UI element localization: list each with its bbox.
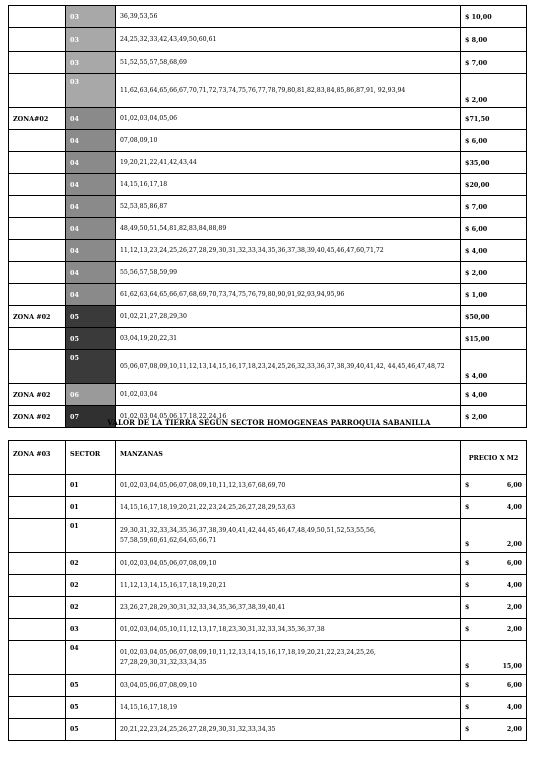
header-precio: PRECIO X M2	[461, 441, 527, 475]
sector-cell: 04	[66, 174, 116, 196]
sector-cell: 04	[66, 218, 116, 240]
zona-cell: ZONA#02	[9, 108, 66, 130]
sector-cell: 05	[66, 306, 116, 328]
currency-symbol: $	[465, 725, 470, 733]
price-value: 4,00	[506, 581, 522, 589]
sector-cell: 06	[66, 384, 116, 406]
precio-cell: $71,50	[461, 108, 527, 130]
currency-symbol: $	[465, 541, 470, 548]
sector-cell: 04	[66, 152, 116, 174]
sector-cell: 04	[66, 641, 116, 675]
sector-cell: 04	[66, 284, 116, 306]
sector-cell: 02	[66, 597, 116, 619]
sector-cell: 01	[66, 475, 116, 497]
precio-cell	[461, 697, 527, 719]
table-row	[9, 597, 527, 619]
precio-cell: $50,00	[461, 306, 527, 328]
section-caption: VALOR DE LA TIERRA SEGÚN SECTOR HOMOGENEAS PARROQUIA SABANILLA	[107, 418, 431, 427]
table-row	[9, 619, 527, 641]
price-value: 6,00	[506, 681, 522, 689]
table-row	[9, 218, 527, 240]
currency-symbol: $	[465, 581, 470, 589]
precio-cell	[461, 675, 527, 697]
table-row	[9, 350, 527, 384]
table-row	[9, 328, 527, 350]
manzanas-cell: 05,06,07,08,09,10,11,12,13,14,15,16,17,18,23,24,25,26,32,33,36,37,38,39,40,41,42, 44,45,46,47,48,72	[116, 350, 461, 384]
zona-cell	[9, 619, 66, 641]
precio-cell	[461, 475, 527, 497]
table-row	[9, 108, 527, 130]
sector-cell: 03	[66, 619, 116, 641]
manzanas-cell: 19,20,21,22,41,42,43,44	[116, 152, 461, 174]
precio-cell: $ 8,00	[461, 28, 527, 52]
currency-symbol: $	[465, 663, 470, 670]
precio-cell: $ 1,00	[461, 284, 527, 306]
zona-cell	[9, 196, 66, 218]
manzanas-cell: 55,56,57,58,59,99	[116, 262, 461, 284]
precio-cell	[461, 597, 527, 619]
header-zona: ZONA #03	[9, 441, 66, 475]
land-value-table-zona-02	[8, 5, 527, 428]
manzanas-cell: 01,02,03,04,05,06	[116, 108, 461, 130]
precio-cell: $35,00	[461, 152, 527, 174]
table-row	[9, 152, 527, 174]
precio-cell	[461, 575, 527, 597]
precio-cell: $ 6,00	[461, 130, 527, 152]
precio-cell	[461, 641, 527, 675]
zona-cell	[9, 719, 66, 741]
precio-cell: $ 10,00	[461, 6, 527, 28]
manzanas-cell: 01,02,21,27,28,29,30	[116, 306, 461, 328]
manzanas-cell: 61,62,63,64,65,66,67,68,69,70,73,74,75,76,79,80,90,91,92,93,94,95,96	[116, 284, 461, 306]
price-value: 4,00	[506, 703, 522, 711]
price-value: 2,00	[506, 603, 522, 611]
manzanas-cell: 01,02,03,04,05,06,07,08,09,10	[116, 553, 461, 575]
precio-cell: $ 2,00	[461, 406, 527, 428]
zona-cell	[9, 52, 66, 74]
manzanas-cell: 03,04,19,20,22,31	[116, 328, 461, 350]
table-row	[9, 306, 527, 328]
zona-cell	[9, 74, 66, 108]
manzanas-cell: 36,39,53,56	[116, 6, 461, 28]
land-value-table-zona-03	[8, 440, 527, 741]
sector-cell: 05	[66, 350, 116, 384]
table-row	[9, 641, 527, 675]
precio-cell	[461, 719, 527, 741]
sector-cell: 03	[66, 52, 116, 74]
precio-cell: $20,00	[461, 174, 527, 196]
manzanas-cell: 01,02,03,04	[116, 384, 461, 406]
precio-cell	[461, 619, 527, 641]
manzanas-cell: 24,25,32,33,42,43,49,50,60,61	[116, 28, 461, 52]
zona-cell	[9, 697, 66, 719]
sector-cell: 04	[66, 240, 116, 262]
currency-symbol: $	[465, 625, 470, 633]
zona-cell	[9, 130, 66, 152]
price-value: 2,00	[506, 541, 522, 548]
price-value: 2,00	[506, 625, 522, 633]
sector-cell: 07	[66, 406, 116, 428]
manzanas-cell: 14,15,16,17,18,19	[116, 697, 461, 719]
manzanas-cell: 07,08,09,10	[116, 130, 461, 152]
table-row	[9, 553, 527, 575]
manzanas-cell: 01,02,03,04,05,06,17,18,22,24,16	[116, 406, 461, 428]
zona-cell	[9, 218, 66, 240]
sector-cell: 03	[66, 6, 116, 28]
zona-cell	[9, 553, 66, 575]
manzanas-cell: 52,53,85,86,87	[116, 196, 461, 218]
table-row	[9, 6, 527, 28]
table-header-row	[9, 441, 527, 475]
zona-cell	[9, 262, 66, 284]
manzanas-cell: 20,21,22,23,24,25,26,27,28,29,30,31,32,33,34,35	[116, 719, 461, 741]
zona-cell	[9, 497, 66, 519]
table-row	[9, 575, 527, 597]
table-row	[9, 719, 527, 741]
header-manzanas: MANZANAS	[116, 441, 461, 475]
sector-cell: 05	[66, 328, 116, 350]
zona-cell	[9, 641, 66, 675]
price-value: 2,00	[506, 725, 522, 733]
manzanas-cell: 01,02,03,04,05,10,11,12,13,17,18,23,30,31,32,33,34,35,36,37,38	[116, 619, 461, 641]
manzanas-cell: 14,15,16,17,18,19,20,21,22,23,24,25,26,27,28,29,53,63	[116, 497, 461, 519]
table-row	[9, 174, 527, 196]
precio-cell: $ 6,00	[461, 218, 527, 240]
zona-cell	[9, 328, 66, 350]
sector-cell: 02	[66, 575, 116, 597]
manzanas-cell: 14,15,16,17,18	[116, 174, 461, 196]
precio-cell	[461, 553, 527, 575]
precio-cell: $ 7,00	[461, 52, 527, 74]
precio-cell	[461, 519, 527, 553]
precio-cell: $ 4,00	[461, 240, 527, 262]
manzanas-cell: 01,02,03,04,05,06,07,08,09,10,11,12,13,14,15,16,17,18,19,20,21,22,23,24,25,26, 27,28,29,30,31,32,33,34,35	[116, 641, 461, 675]
manzanas-cell: 11,12,13,14,15,16,17,18,19,20,21	[116, 575, 461, 597]
sector-cell: 04	[66, 108, 116, 130]
currency-symbol: $	[465, 603, 470, 611]
zona-cell	[9, 597, 66, 619]
price-value: 6,00	[506, 481, 522, 489]
table-row	[9, 284, 527, 306]
zona-cell	[9, 350, 66, 384]
zona-cell	[9, 240, 66, 262]
manzanas-cell: 11,12,13,23,24,25,26,27,28,29,30,31,32,33,34,35,36,37,38,39,40,45,46,47,60,71,72	[116, 240, 461, 262]
manzanas-cell: 23,26,27,28,29,30,31,32,33,34,35,36,37,38,39,40,41	[116, 597, 461, 619]
currency-symbol: $	[465, 481, 470, 489]
zona-cell: ZONA #02	[9, 384, 66, 406]
zona-cell	[9, 152, 66, 174]
zona-cell: ZONA #02	[9, 306, 66, 328]
table-row	[9, 240, 527, 262]
zona-cell	[9, 519, 66, 553]
sector-cell: 01	[66, 497, 116, 519]
sector-cell: 03	[66, 74, 116, 108]
zona-cell	[9, 174, 66, 196]
precio-cell: $ 4,00	[461, 350, 527, 384]
zona-cell	[9, 284, 66, 306]
manzanas-cell: 29,30,31,32,33,34,35,36,37,38,39,40,41,42,44,45,46,47,48,49,50,51,52,53,55,56, 57,58,59,60,61,62,64,65,66,71	[116, 519, 461, 553]
table-row	[9, 497, 527, 519]
zona-cell	[9, 675, 66, 697]
sector-cell: 01	[66, 519, 116, 553]
table-row	[9, 519, 527, 553]
table-row	[9, 262, 527, 284]
table-row	[9, 697, 527, 719]
sector-cell: 04	[66, 130, 116, 152]
table-row	[9, 384, 527, 406]
price-value: 15,00	[502, 663, 522, 670]
precio-cell: $ 4,00	[461, 384, 527, 406]
sector-cell: 05	[66, 697, 116, 719]
table-row	[9, 196, 527, 218]
currency-symbol: $	[465, 703, 470, 711]
precio-cell: $15,00	[461, 328, 527, 350]
sector-cell: 05	[66, 719, 116, 741]
sector-cell: 02	[66, 553, 116, 575]
currency-symbol: $	[465, 503, 470, 511]
table-row	[9, 675, 527, 697]
zona-cell	[9, 475, 66, 497]
currency-symbol: $	[465, 559, 470, 567]
manzanas-cell: 11,62,63,64,65,66,67,70,71,72,73,74,75,76,77,78,79,80,81,82,83,84,85,86,87,91, 92,93,94	[116, 74, 461, 108]
manzanas-cell: 01,02,03,04,05,06,07,08,09,10,11,12,13,67,68,69,70	[116, 475, 461, 497]
table-row	[9, 74, 527, 108]
manzanas-cell: 51,52,55,57,58,68,69	[116, 52, 461, 74]
table-row	[9, 28, 527, 52]
table-row	[9, 52, 527, 74]
precio-cell: $ 2,00	[461, 74, 527, 108]
manzanas-cell: 03,04,05,06,07,08,09,10	[116, 675, 461, 697]
price-value: 6,00	[506, 559, 522, 567]
zona-cell: ZONA #02	[9, 406, 66, 428]
zona-cell	[9, 6, 66, 28]
sector-cell: 03	[66, 28, 116, 52]
zona-cell	[9, 28, 66, 52]
sector-cell: 04	[66, 196, 116, 218]
zona-cell	[9, 575, 66, 597]
table-row	[9, 130, 527, 152]
currency-symbol: $	[465, 681, 470, 689]
precio-cell: $ 2,00	[461, 262, 527, 284]
sector-cell: 05	[66, 675, 116, 697]
sector-cell: 04	[66, 262, 116, 284]
table-row	[9, 475, 527, 497]
header-sector: SECTOR	[66, 441, 116, 475]
manzanas-cell: 48,49,50,51,54,81,82,83,84,88,89	[116, 218, 461, 240]
price-value: 4,00	[506, 503, 522, 511]
precio-cell	[461, 497, 527, 519]
precio-cell: $ 7,00	[461, 196, 527, 218]
